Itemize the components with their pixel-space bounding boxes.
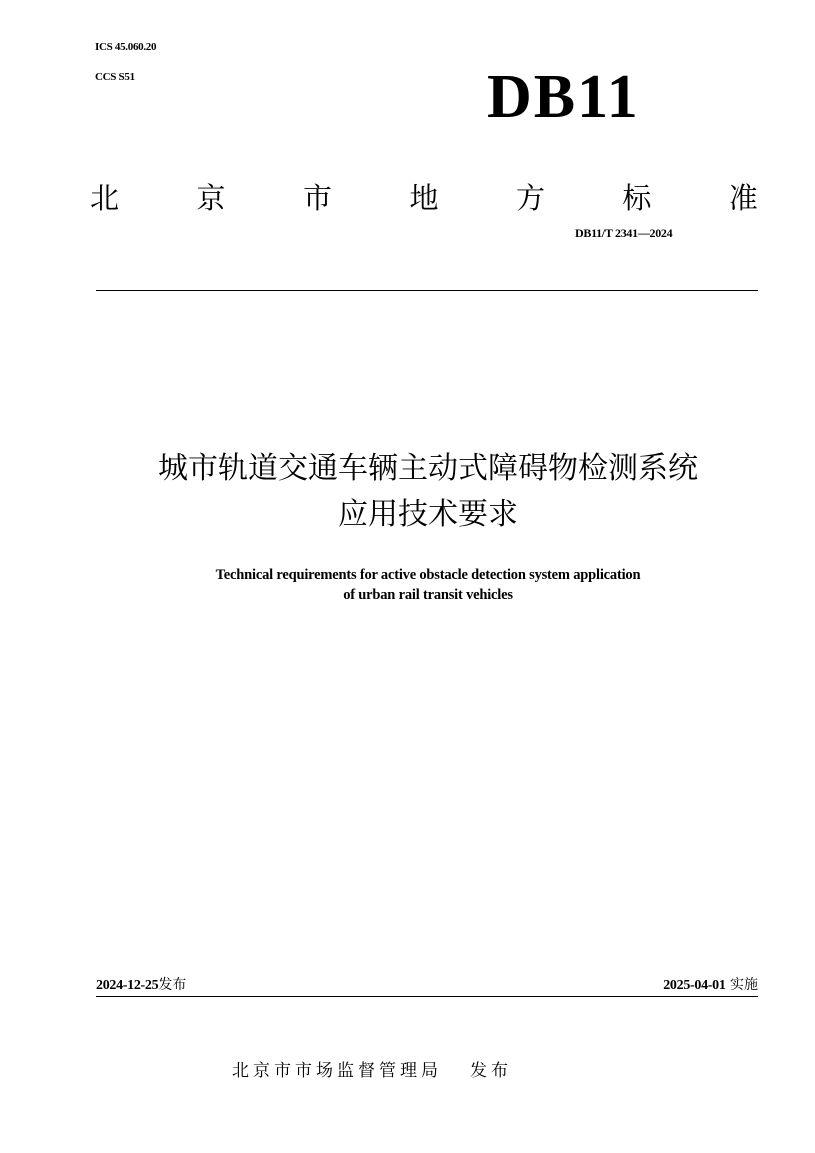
standard-type-char: 标 [622, 181, 652, 215]
publish-date: 2024-12-25 [96, 978, 159, 993]
chinese-title [80, 446, 776, 538]
standard-type-char: 北 [90, 181, 120, 215]
standard-number: DB11/T 2341—2024 [575, 226, 673, 240]
db11-logo: DB11 [487, 63, 640, 131]
issuer-name: 北京市市场监督管理局 [232, 1061, 442, 1081]
standard-type-char: 市 [302, 181, 332, 215]
english-title [90, 565, 766, 605]
header-divider [96, 290, 758, 291]
publish-label: 发布 [158, 977, 187, 993]
chinese-title-line-1: 城市轨道交通车辆主动式障碍物检测系统 [158, 451, 698, 486]
standard-type-char: 京 [196, 181, 226, 215]
issuer-action: 发布 [470, 1061, 512, 1081]
issuer-block [232, 1056, 512, 1081]
implement-date: 2025-04-01 [663, 978, 726, 993]
english-title-line-2: of urban rail transit vehicles [343, 587, 513, 603]
standard-type-char: 方 [515, 181, 545, 215]
publish-date-block [96, 974, 186, 994]
standard-type-char: 准 [728, 181, 758, 215]
footer-divider [96, 996, 758, 997]
implement-date-block [663, 974, 758, 994]
chinese-title-line-2: 应用技术要求 [338, 497, 518, 532]
ics-code: ICS 45.060.20 [95, 41, 157, 53]
english-title-line-1: Technical requirements for active obstacle detection system application [215, 567, 641, 583]
implement-label: 实施 [730, 977, 758, 993]
standard-type-char: 地 [409, 181, 439, 215]
standard-type-title [90, 181, 758, 216]
ccs-code: CCS S51 [95, 71, 135, 83]
